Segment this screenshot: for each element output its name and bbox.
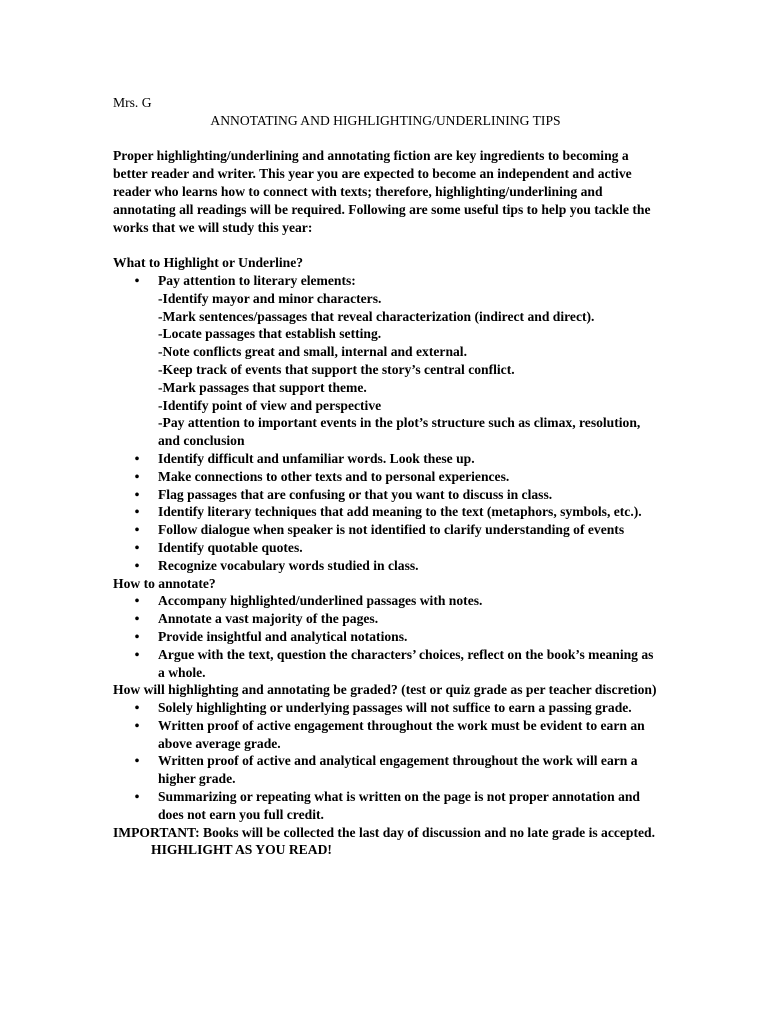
bullet-icon: •	[134, 593, 140, 609]
bullet-icon: •	[134, 539, 140, 555]
document-title: ANNOTATING AND HIGHLIGHTING/UNDERLINING TIPS	[210, 112, 561, 128]
list-item	[113, 628, 658, 646]
document-page	[113, 94, 658, 859]
list-item-text: Summarizing or repeating what is written on the page is not proper annotation and does not earn you full credit.	[158, 789, 640, 822]
list-item	[113, 450, 658, 468]
bullet-icon: •	[134, 789, 140, 805]
sub-item: -Keep track of events that support the story’s central conflict.	[158, 361, 515, 377]
bullet-icon: •	[134, 272, 140, 288]
list-item	[113, 468, 658, 486]
important-note: IMPORTANT: Books will be collected the last day of discussion and no late grade is accepted. HIGHLIGHT AS YOU READ!	[113, 824, 656, 858]
bullet-icon: •	[134, 753, 140, 769]
list-item	[113, 646, 658, 682]
list-item-text: Follow dialogue when speaker is not identified to clarify understanding of events	[158, 522, 625, 538]
list-item	[113, 717, 658, 753]
list-item-text: Written proof of active and analytical engagement throughout the work will earn a higher grade.	[158, 753, 638, 787]
intro-paragraph: Proper highlighting/underlining and annotating fiction are key ingredients to becoming a better reader and writer. This year you are expected to become an independent and active reader who learns how to connect with texts; therefore, highlighting/underlining and annotating all readings will be required. Following are some useful tips to help you tackle the works that we will study this year:	[113, 148, 651, 235]
list-item	[113, 610, 658, 628]
bullet-icon: •	[134, 557, 140, 573]
bullet-icon: •	[134, 504, 140, 520]
list-item	[113, 752, 658, 788]
list-item-text: Recognize vocabulary words studied in class.	[158, 557, 419, 573]
list-item-text: Identify quotable quotes.	[158, 539, 303, 555]
list-item	[113, 557, 658, 575]
list-item	[113, 521, 658, 539]
section-heading-how-to-annotate: How to annotate?	[113, 575, 216, 591]
list-item-text: Flag passages that are confusing or that you want to discuss in class.	[158, 486, 553, 502]
bullet-icon: •	[134, 486, 140, 502]
list-item	[113, 788, 658, 824]
list-what-to-highlight	[113, 272, 658, 575]
bullet-icon: •	[134, 611, 140, 627]
list-item	[113, 699, 658, 717]
list-item-text: Identify difficult and unfamiliar words. Look these up.	[158, 450, 475, 466]
list-item	[113, 592, 658, 610]
sub-item: -Identify mayor and minor characters.	[158, 290, 382, 306]
list-grading	[113, 699, 658, 824]
blank-line	[113, 236, 658, 254]
list-item-text: Annotate a vast majority of the pages.	[158, 611, 379, 627]
sub-item: -Locate passages that establish setting.	[158, 326, 382, 342]
sub-item: -Identify point of view and perspective	[158, 397, 382, 413]
list-how-to-annotate	[113, 592, 658, 681]
list-item-text: Solely highlighting or underlying passages will not suffice to earn a passing grade.	[158, 700, 632, 716]
section-heading-grading: How will highlighting and annotating be graded? (test or quiz grade as per teacher discretion)	[113, 682, 657, 698]
bullet-icon: •	[134, 468, 140, 484]
bullet-icon: •	[134, 700, 140, 716]
list-item	[113, 486, 658, 504]
list-item-text: Pay attention to literary elements:	[158, 272, 356, 288]
section-heading-what-to-highlight: What to Highlight or Underline?	[113, 255, 304, 271]
list-item	[113, 503, 658, 521]
list-item	[113, 272, 658, 450]
sub-item: -Mark passages that support theme.	[158, 379, 367, 395]
list-item-text: Written proof of active engagement throughout the work must be evident to earn an above average grade.	[158, 717, 645, 751]
list-item-text: Accompany highlighted/underlined passages with notes.	[158, 593, 483, 609]
bullet-icon: •	[134, 628, 140, 644]
bullet-icon: •	[134, 717, 140, 733]
list-item-text: Argue with the text, question the characters’ choices, reflect on the book’s meaning as a whole.	[158, 646, 654, 680]
sub-item: -Mark sentences/passages that reveal characterization (indirect and direct).	[158, 308, 595, 324]
list-item-text: Provide insightful and analytical notations.	[158, 628, 408, 644]
list-item	[113, 539, 658, 557]
list-item-text: Identify literary techniques that add meaning to the text (metaphors, symbols, etc.).	[158, 504, 642, 520]
author-name: Mrs. G	[113, 95, 152, 110]
sub-item: -Pay attention to important events in the plot’s structure such as climax, resolution, and conclusion	[158, 415, 641, 449]
bullet-icon: •	[134, 646, 140, 662]
list-item-text: Make connections to other texts and to personal experiences.	[158, 468, 510, 484]
sub-item: -Note conflicts great and small, internal and external.	[158, 344, 467, 360]
bullet-icon: •	[134, 522, 140, 538]
bullet-icon: •	[134, 450, 140, 466]
